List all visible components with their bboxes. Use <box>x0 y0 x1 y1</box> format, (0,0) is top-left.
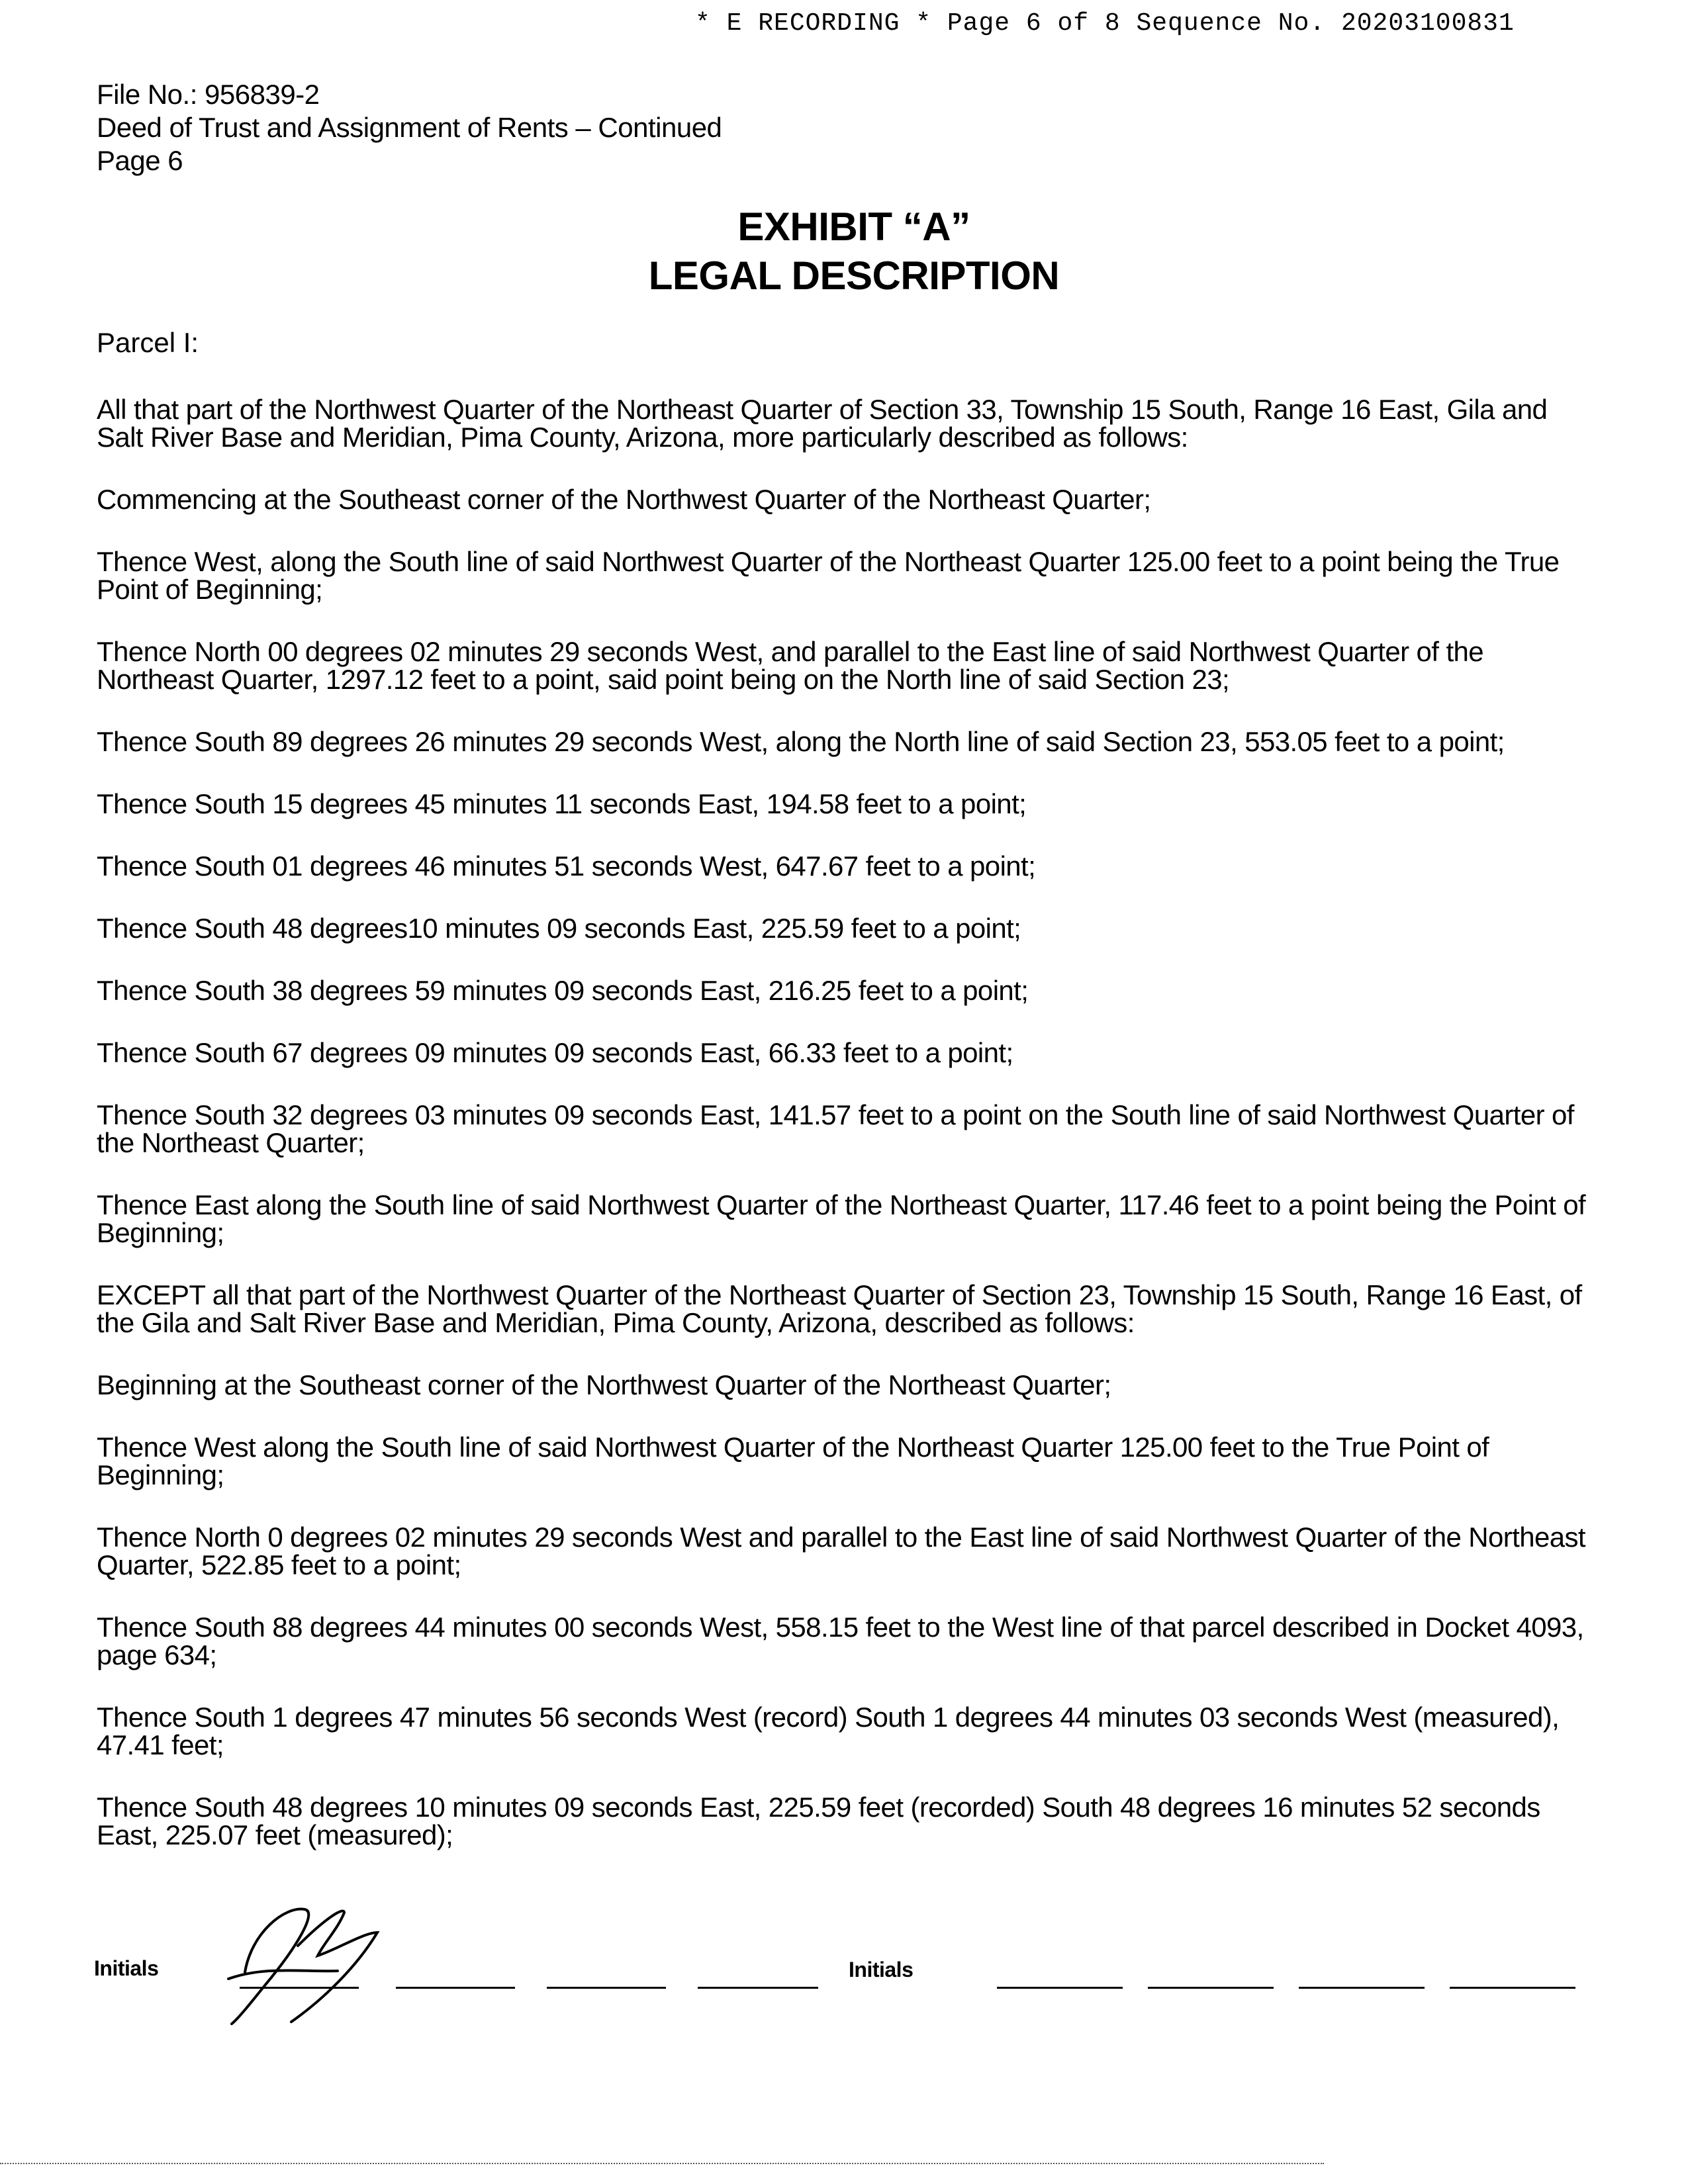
document-title: Deed of Trust and Assignment of Rents – Continued <box>97 112 722 143</box>
initials-blank[interactable] <box>547 1987 666 1989</box>
initials-blank[interactable] <box>1148 1987 1274 1989</box>
description-paragraph: Thence South 32 degrees 03 minutes 09 seconds East, 141.57 feet to a point on the South line of said Northwest Quarter of the Northeast Quarter; <box>97 1099 1574 1158</box>
initials-blank[interactable] <box>1450 1987 1575 1989</box>
initials-blank[interactable] <box>997 1987 1123 1989</box>
description-paragraph: Thence West along the South line of said Northwest Quarter of the Northeast Quarter 125.00 feet to the True Point of Beginning; <box>97 1432 1489 1490</box>
recording-header: * E RECORDING * Page 6 of 8 Sequence No. 20203100831 <box>695 9 1515 38</box>
description-paragraph: Beginning at the Southeast corner of the Northwest Quarter of the Northeast Quarter; <box>97 1369 1111 1400</box>
exhibit-subtitle: LEGAL DESCRIPTION <box>648 253 1060 298</box>
description-paragraph: All that part of the Northwest Quarter of the Northeast Quarter of Section 33, Township 15 South, Range 16 East, Gila and Salt River Base and Meridian, Pima County, Arizona, more particularly described as follows: <box>97 394 1548 453</box>
initials-blank[interactable] <box>396 1987 515 1989</box>
parcel-label: Parcel I: <box>97 327 199 358</box>
description-paragraph: Thence South 48 degrees10 minutes 09 seconds East, 225.59 feet to a point; <box>97 913 1021 944</box>
description-paragraph: Thence West, along the South line of said Northwest Quarter of the Northeast Quarter 125.00 feet to a point being the True Point of Beginning; <box>97 546 1560 605</box>
description-paragraph: Commencing at the Southeast corner of the Northwest Quarter of the Northeast Quarter; <box>97 484 1151 515</box>
exhibit-title: EXHIBIT “A” <box>737 205 970 249</box>
exhibit-heading <box>0 203 1688 300</box>
initials-row <box>0 1939 1688 2032</box>
initials-blank[interactable] <box>240 1987 359 1989</box>
description-paragraph: Thence South 67 degrees 09 minutes 09 seconds East, 66.33 feet to a point; <box>97 1037 1013 1068</box>
initials-blank[interactable] <box>698 1987 818 1989</box>
initials-label-left: Initials <box>94 1956 159 1980</box>
description-paragraph: Thence North 00 degrees 02 minutes 29 seconds West, and parallel to the East line of said Northwest Quarter of the Northeast Quarter, 1297.12 feet to a point, said point being on the North line of said Section 23; <box>97 636 1484 695</box>
description-paragraph: Thence South 15 degrees 45 minutes 11 seconds East, 194.58 feet to a point; <box>97 788 1027 819</box>
description-paragraph: Thence South 48 degrees 10 minutes 09 seconds East, 225.59 feet (recorded) South 48 degrees 16 minutes 52 seconds East, 225.07 feet (measured); <box>97 1792 1540 1850</box>
file-number: File No.: 956839-2 <box>97 79 320 110</box>
description-paragraph: Thence South 1 degrees 47 minutes 56 seconds West (record) South 1 degrees 44 minutes 03 seconds West (measured), 47.41 feet; <box>97 1702 1560 1760</box>
initials-blank[interactable] <box>1299 1987 1425 1989</box>
description-paragraph: Thence North 0 degrees 02 minutes 29 seconds West and parallel to the East line of said Northwest Quarter of the Northeast Quarter, 522.85 feet to a point; <box>97 1522 1585 1580</box>
description-paragraph: Thence East along the South line of said Northwest Quarter of the Northeast Quarter, 117.46 feet to a point being the Point of Beginning; <box>97 1189 1586 1248</box>
file-info-block <box>97 78 722 177</box>
description-paragraph: Thence South 89 degrees 26 minutes 29 seconds West, along the North line of said Section 23, 553.05 feet to a point; <box>97 726 1505 757</box>
description-paragraph: Thence South 88 degrees 44 minutes 00 seconds West, 558.15 feet to the West line of that parcel described in Docket 4093, page 634; <box>97 1612 1584 1670</box>
initials-label-right: Initials <box>849 1958 914 1981</box>
description-paragraph: Thence South 01 degrees 46 minutes 51 seconds West, 647.67 feet to a point; <box>97 850 1036 882</box>
page-number: Page 6 <box>97 145 183 176</box>
description-paragraph: Thence South 38 degrees 59 minutes 09 seconds East, 216.25 feet to a point; <box>97 975 1029 1006</box>
legal-description-body <box>97 396 1599 1884</box>
description-paragraph: EXCEPT all that part of the Northwest Quarter of the Northeast Quarter of Section 23, Township 15 South, Range 16 East, of the Gila and Salt River Base and Meridian, Pima County, Arizona, described as follows: <box>97 1279 1582 1338</box>
page-bottom-rule <box>0 2163 1324 2164</box>
